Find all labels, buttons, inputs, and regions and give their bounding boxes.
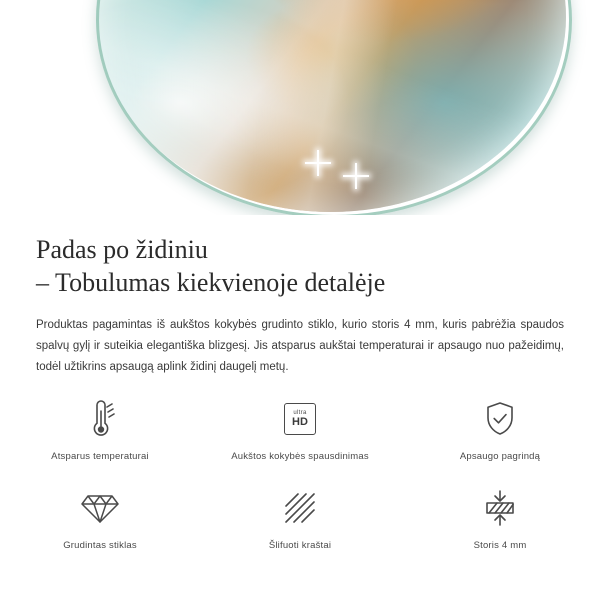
round-glass-product-image bbox=[96, 0, 566, 212]
thermometer-icon bbox=[76, 395, 124, 443]
feature-label: Šlifuoti kraštai bbox=[268, 540, 332, 551]
feature-item-thickness bbox=[400, 484, 600, 551]
content-block bbox=[0, 215, 600, 378]
feature-item-protects-surface bbox=[400, 395, 600, 462]
headline-line-2: – Tobulumas kiekvienoje detalėje bbox=[36, 268, 386, 297]
ultra-hd-icon bbox=[276, 395, 324, 443]
feature-label: Grudintas stiklas bbox=[63, 540, 137, 551]
feature-item-print-quality bbox=[200, 395, 400, 462]
diamond-icon bbox=[76, 484, 124, 532]
page-title bbox=[0, 215, 600, 299]
ultra-hd-big-text: HD bbox=[292, 416, 308, 428]
feature-item-polished-edges bbox=[200, 484, 400, 551]
headline-line-1: Padas po židiniu bbox=[36, 235, 208, 264]
feature-label: Storis 4 mm bbox=[473, 540, 527, 551]
description-paragraph: Produktas pagamintas iš aukštos kokybės grudinto stiklo, kurio storis 4 mm, kuris pabrėžia spaudos spalvų gylį ir suteikia elegantiška blizgesį. Jis atsparus aukštai temperaturai ir apsaugo nuo pažeidimų, todėl užtikrins apsaugą aplink židinį daugelį metų. bbox=[36, 319, 564, 373]
ultra-hd-small-text: ultra bbox=[293, 410, 307, 416]
feature-label: Aukštos kokybės spausdinimas bbox=[231, 451, 369, 462]
feature-item-temperature bbox=[0, 395, 200, 462]
feature-grid bbox=[0, 395, 600, 551]
hero-image bbox=[0, 0, 600, 215]
thickness-arrows-icon bbox=[476, 484, 524, 532]
feature-label: Atsparus temperaturai bbox=[51, 451, 149, 462]
feature-label: Apsaugo pagrindą bbox=[459, 451, 541, 462]
shield-check-icon bbox=[476, 395, 524, 443]
polished-edges-icon bbox=[276, 484, 324, 532]
feature-item-tempered-glass bbox=[0, 484, 200, 551]
